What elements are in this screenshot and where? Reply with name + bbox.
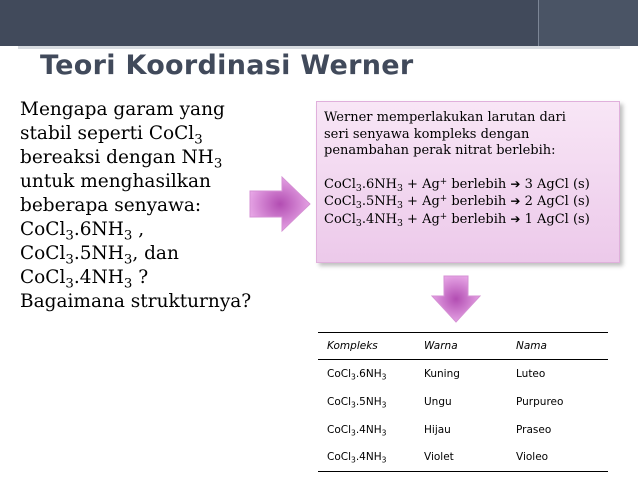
header-accent-block	[538, 0, 638, 46]
werner-callout-box	[316, 101, 620, 263]
cell-kompleks: $CoCl_3.5NH_3$	[327, 395, 387, 409]
complex-table	[318, 332, 608, 472]
question-line-3: bereaksi dengan $NH_3$	[20, 147, 223, 172]
question-line-9: Bagaimana strukturnya?	[20, 291, 252, 312]
cell-warna: Kuning	[424, 367, 460, 380]
down-arrow-icon	[430, 274, 482, 324]
question-line-1: Mengapa garam yang	[20, 99, 225, 120]
table-row	[318, 444, 608, 472]
table-row	[318, 388, 608, 416]
cell-warna: Hijau	[424, 423, 451, 436]
header-warna: Warna	[424, 340, 458, 352]
callout-line-1: Werner memperlakukan larutan dari	[324, 110, 566, 125]
reaction-arrow-icon: ➔	[510, 194, 521, 208]
table-row	[318, 416, 608, 444]
callout-line-3: penambahan perak nitrat berlebih:	[324, 143, 556, 158]
title-underline	[18, 46, 620, 49]
question-line-5: beberapa senyawa:	[20, 195, 202, 216]
callout-line-2: seri senyawa kompleks dengan	[324, 126, 530, 142]
header-nama: Nama	[516, 340, 547, 352]
reaction-arrow-icon: ➔	[510, 176, 521, 191]
cell-kompleks: $CoCl_3.4NH_3$	[327, 451, 387, 465]
reaction-3: $CoCl_3.4NH_3 + Ag^+$ berlebih ➔ 1 AgCl (s)	[324, 211, 590, 229]
header-divider	[538, 0, 539, 46]
cell-nama: Violeo	[516, 451, 549, 464]
cell-nama: Praseo	[516, 423, 552, 436]
cell-warna: Ungu	[424, 395, 452, 408]
right-arrow-icon	[248, 175, 312, 233]
question-compound-3: $CoCl_3.4NH_3$ ?	[20, 267, 149, 292]
question-line-4: untuk menghasilkan	[20, 171, 211, 192]
reaction-2: $CoCl_3.5NH_3 + Ag^+$ berlebih ➔ 2 AgCl (s)	[324, 194, 590, 211]
table-row	[318, 360, 608, 388]
cell-nama: Purpureo	[516, 395, 564, 408]
cell-nama: Luteo	[516, 367, 546, 380]
question-line-2: stabil seperti CoCl$_3$	[20, 123, 203, 148]
reaction-1: $CoCl_3.6NH_3 + Ag^+$ berlebih ➔ 3 AgCl (s)	[324, 176, 590, 194]
cell-kompleks: $CoCl_3.4NH_3$	[327, 423, 387, 437]
header-kompleks: Kompleks	[327, 340, 378, 352]
slide-title: Teori Koordinasi Werner	[40, 50, 414, 81]
reaction-arrow-icon: ➔	[510, 211, 521, 226]
cell-kompleks: $CoCl_3.6NH_3$	[327, 367, 387, 382]
question-compound-2: $CoCl_3.5NH_3$, dan	[20, 243, 179, 268]
cell-warna: Violet	[424, 451, 454, 464]
table-header-row	[318, 333, 608, 360]
question-compound-1: $CoCl_3.6NH_3$ ,	[20, 219, 145, 244]
